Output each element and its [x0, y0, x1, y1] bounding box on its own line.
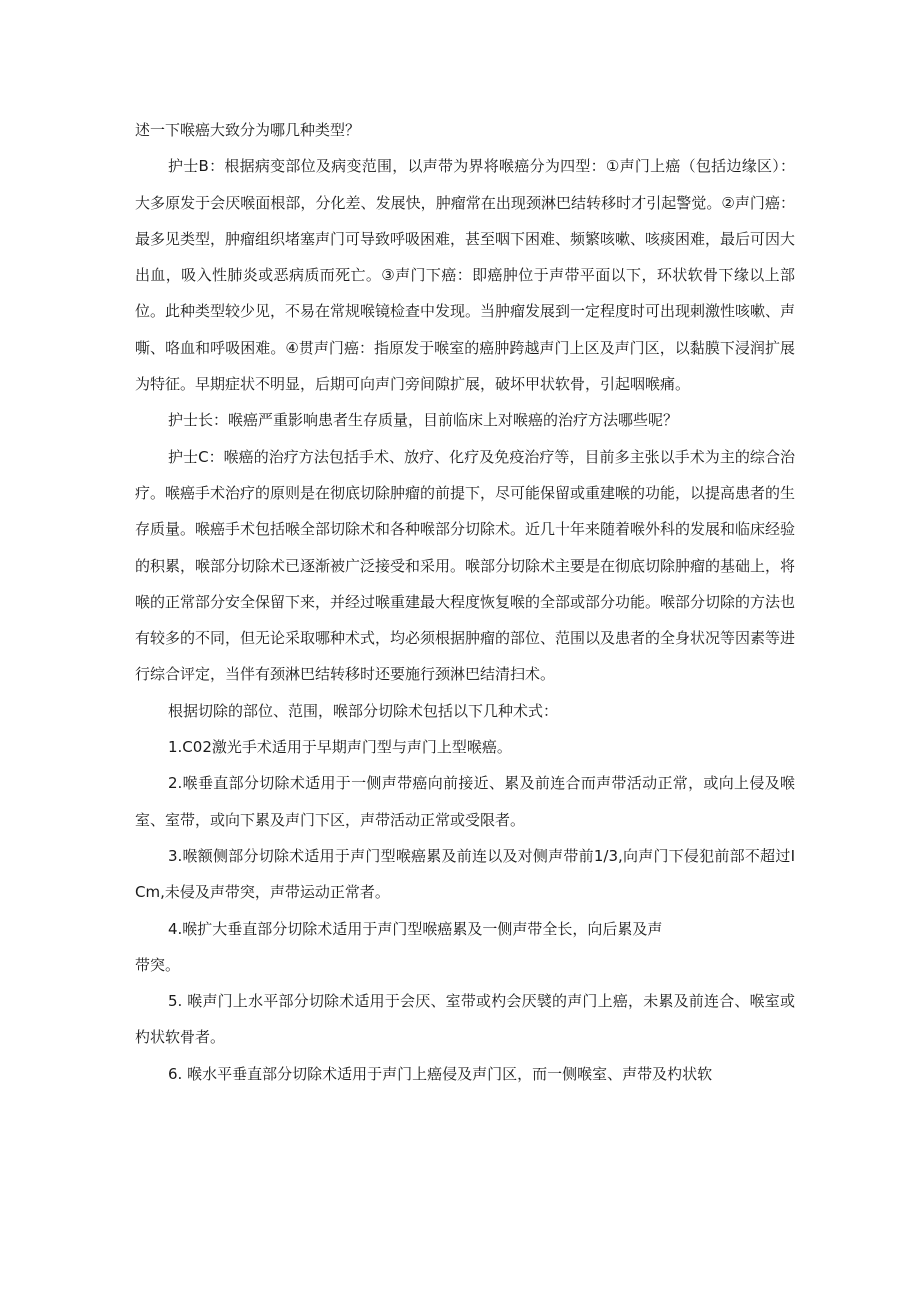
- paragraph-head-nurse-question: 护士长：喉癌严重影响患者生存质量，目前临床上对喉癌的治疗方法哪些呢？: [168, 411, 679, 430]
- paragraph-procedure-intro: 根据切除的部位、范围，喉部分切除术包括以下几种术式：: [168, 701, 559, 720]
- list-item-procedure-4-continuation: 带突。: [135, 955, 181, 974]
- paragraph-question-continuation: 述一下喉癌大致分为哪几种类型？: [135, 121, 361, 139]
- list-item-procedure-6: 6. 喉水平垂直部分切除术适用于声门上癌侵及声门区，而一侧喉室、声带及杓状软: [168, 1064, 713, 1083]
- list-item-procedure-4: 4.喉扩大垂直部分切除术适用于声门型喉癌累及一侧声带全长，向后累及声: [168, 919, 663, 938]
- list-item-procedure-5: 5. 喉声门上水平部分切除术适用于会厌、室带或杓会厌襞的声门上癌，未累及前连合、喉室或杓状软骨者。: [135, 992, 795, 1047]
- list-item-procedure-2: 2.喉垂直部分切除术适用于一侧声带癌向前接近、累及前连合而声带活动正常，或向上侵及喉室、室带，或向下累及声门下区，声带活动正常或受限者。: [135, 774, 795, 829]
- paragraph-nurse-c-answer: 护士C：喉癌的治疗方法包括手术、放疗、化疗及免疫治疗等，目前多主张以手术为主的综合治疗。喉癌手术治疗的原则是在彻底切除肿瘤的前提下，尽可能保留或重建喉的功能，以提高患者的生存质量。喉癌手术包括喉全部切除术和各种喉部分切除术。近几十年来随着喉外科的发展和临床经验的积累，喉部分切除术已逐渐被广泛接受和采用。喉部分切除术主要是在彻底切除肿瘤的基础上，将喉的正常部分安全保留下来，并经过喉重建最大程度恢复喉的全部或部分功能。喉部分切除的方法也有较多的不同，但无论采取哪种术式，均必须根据肿瘤的部位、范围以及患者的全身状况等因素等进行综合评定，当伴有颈淋巴结转移时还要施行颈淋巴结清扫术。: [135, 447, 796, 684]
- list-item-procedure-3: 3.喉额侧部分切除术适用于声门型喉癌累及前连以及对侧声带前1/3,向声门下侵犯前部不超过ICm,未侵及声带突，声带运动正常者。: [135, 846, 795, 902]
- paragraph-nurse-b-answer: 护士B：根据病变部位及病变范围，以声带为界将喉癌分为四型：①声门上癌（包括边缘区）：大多原发于会厌喉面根部，分化差、发展快，肿瘤常在出现颈淋巴结转移时才引起警觉。②声门癌：最多见类型，肿瘤组织堵塞声门可导致呼吸困难，甚至咽下困难、频繁咳嗽、咳痰困难，最后可因大出血，吸入性肺炎或恶病质而死亡。③声门下癌：即癌肿位于声带平面以下，环状软骨下缘以上部位。此种类型较少见，不易在常规喉镜检查中发现。当肿瘤发展到一定程度时可出现刺激性咳嗽、声嘶、咯血和呼吸困难。④贯声门癌：指原发于喉室的癌肿跨越声门上区及声门区，以黏膜下浸润扩展为特征。早期症状不明显，后期可向声门旁间隙扩展，破坏甲状软骨，引起咽喉痛。: [135, 157, 796, 394]
- list-item-procedure-1: 1.C02激光手术适用于早期声门型与声门上型喉癌。: [168, 738, 512, 757]
- document-body: [135, 112, 795, 1092]
